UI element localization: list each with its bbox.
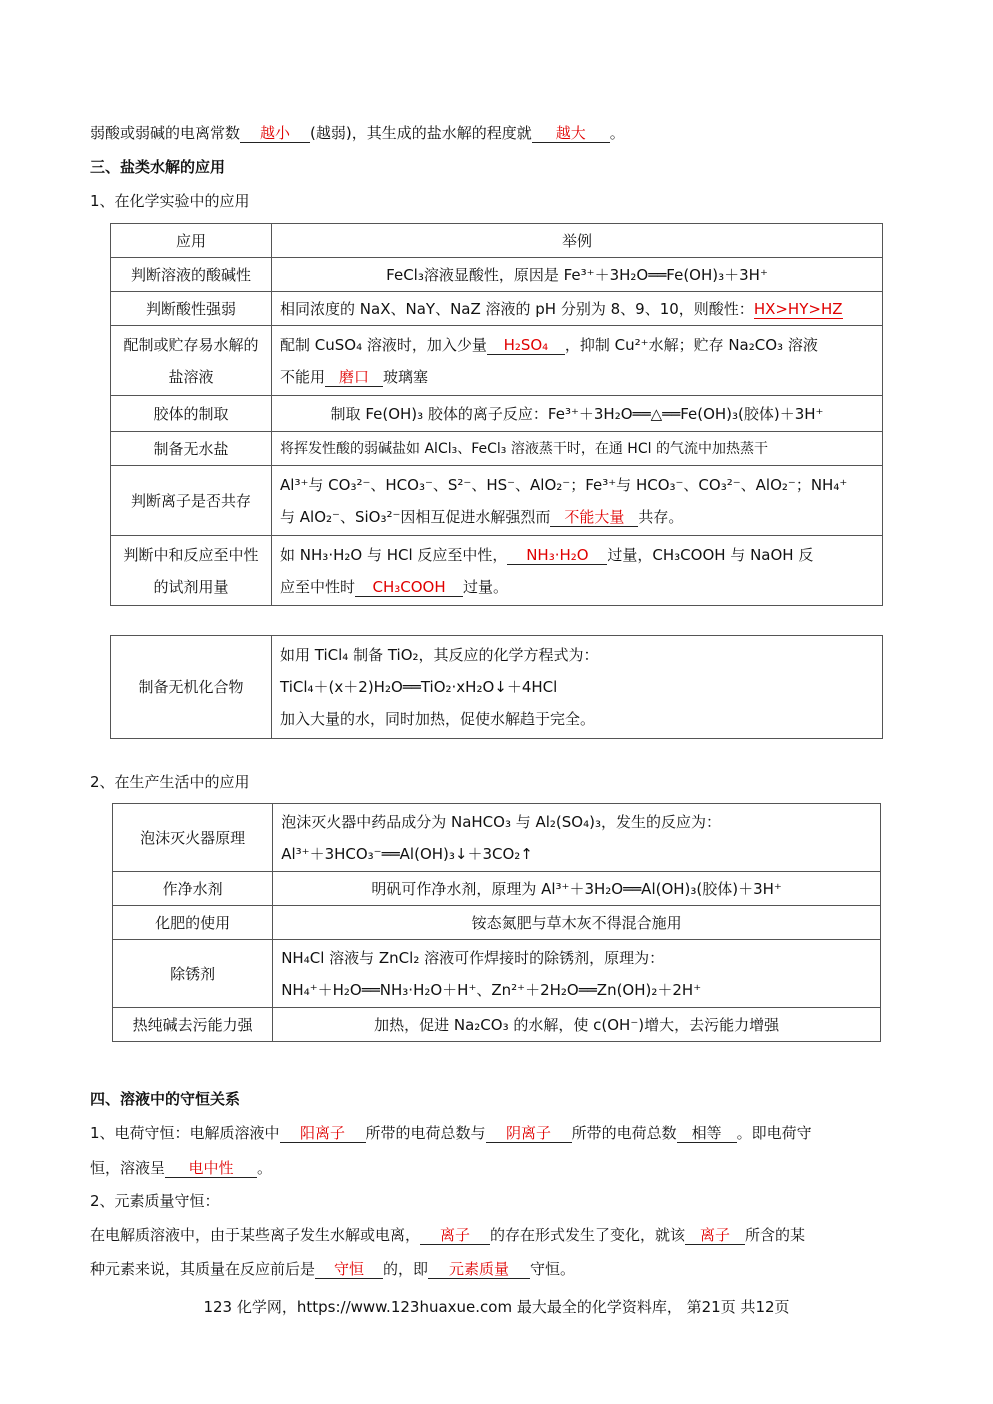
table-cell: 作净水剂 [113,872,273,906]
subsection-title: 2、在生产生活中的应用 [90,773,250,791]
text: Al³⁺与 CO₃²⁻、HCO₃⁻、S²⁻、HS⁻、AlO₂⁻；Fe³⁺与 HCO₃⁻、CO₃²⁻、AlO₂⁻；NH₄⁺ [280,475,848,494]
text: 玻璃塞 [383,367,429,386]
table-cell [272,466,883,536]
text: 种元素来说，其质量在反应前后是 [90,1260,316,1278]
text: 。即电荷守 [736,1124,812,1142]
answer-blank: 相等 [677,1124,737,1143]
text: 过量，CH₃COOH 与 NaOH 反 [607,545,814,564]
table-cell [273,804,881,872]
text: 所带的电荷总数 [571,1124,677,1142]
answer-blank: 阴离子 [486,1124,572,1143]
table-cell [272,326,883,396]
equation: Al³⁺＋3HCO₃⁻══Al(OH)₃↓＋3CO₂↑ [281,844,533,863]
text: 配制 CuSO₄ 溶液时，加入少量 [280,335,487,354]
table-cell [272,636,883,739]
table-cell: 加热，促进 Na₂CO₃ 的水解，使 c(OH⁻)增大，去污能力增强 [273,1008,881,1042]
text: 恒，溶液呈 [90,1159,166,1177]
table-cell: 配制或贮存易水解的盐溶液 [111,326,272,396]
text: 共存。 [638,507,684,526]
text: 应至中性时 [280,577,356,596]
text: 过量。 [463,577,509,596]
table-cell: 判断酸性强弱 [111,292,272,326]
answer-blank: 离子 [685,1226,745,1245]
text: NH₄Cl 溶液与 ZnCl₂ 溶液可作焊接时的除锈剂，原理为： [281,948,665,967]
text: 1、电荷守恒：电解质溶液中 [90,1124,280,1142]
answer: HX>HY>HZ [753,299,843,318]
section-title: 三、盐类水解的应用 [90,158,226,176]
section-title: 四、溶液中的守恒关系 [90,1090,241,1108]
answer-blank: 元素质量 [428,1260,530,1279]
answer-blank: 磨口 [325,368,383,387]
intro-line [90,122,625,143]
table-cell: 制备无水盐 [111,432,272,466]
text: 所含的某 [745,1226,806,1244]
paragraph-line [90,1122,812,1143]
page-footer: 123 化学网，https://www.123huaxue.com 最大最全的化学资料库， 第21页 共12页 [203,1298,790,1316]
table-cell: 判断离子是否共存 [111,466,272,536]
text: ，抑制 Cu²⁺水解；贮存 Na₂CO₃ 溶液 [564,335,818,354]
table-cell: 铵态氮肥与草木灰不得混合施用 [273,906,881,940]
table-cell: 判断中和反应至中性的试剂用量 [111,536,272,606]
text: 的，即 [383,1260,429,1278]
text: 。 [609,124,625,142]
text: 守恒。 [530,1260,576,1278]
text: 与 AlO₂⁻、SiO₃²⁻因相互促进水解强烈而 [280,507,551,526]
answer-blank: NH₃·H₂O [507,546,607,565]
text: 不能用 [280,367,326,386]
table-cell: 热纯碱去污能力强 [113,1008,273,1042]
answer-blank: 电中性 [165,1159,257,1178]
table-cell [273,940,881,1008]
equation: NH₄⁺＋H₂O══NH₃·H₂O＋H⁺、Zn²⁺＋2H₂O══Zn(OH)₂＋2H⁺ [281,980,702,999]
paragraph-line [90,1258,575,1279]
paragraph-line: 2、元素质量守恒： [90,1192,220,1210]
table-cell: 将挥发性酸的弱碱盐如 AlCl₃、FeCl₃ 溶液蒸干时，在通 HCl 的气流中加热蒸干 [272,432,883,466]
answer-blank: 越大 [532,124,610,143]
answer-blank: 越小 [240,124,310,143]
table-cell: 化肥的使用 [113,906,273,940]
text: 在电解质溶液中，由于某些离子发生水解或电离， [90,1226,421,1244]
text: 的存在形式发生了变化，就该 [490,1226,686,1244]
answer-blank: H₂SO₄ [487,336,565,355]
answer-blank: 阳离子 [280,1124,366,1143]
answer-blank: 离子 [420,1226,490,1245]
text: (越弱)，其生成的盐水解的程度就 [310,124,532,142]
table-cell: FeCl₃溶液显酸性，原因是 Fe³⁺＋3H₂O══Fe(OH)₃＋3H⁺ [272,258,883,292]
paragraph-line [90,1224,805,1245]
table-header: 举例 [272,224,883,258]
text: 弱酸或弱碱的电离常数 [90,124,241,142]
text: 如用 TiCl₄ 制备 TiO₂，其反应的化学方程式为： [280,646,599,664]
paragraph-line [90,1157,272,1178]
text: 所带的电荷总数与 [365,1124,486,1142]
table-cell: 胶体的制取 [111,396,272,432]
table-cell: 判断溶液的酸碱性 [111,258,272,292]
text: 相同浓度的 NaX、NaY、NaZ 溶液的 pH 分别为 8、9、10，则酸性： [280,299,754,318]
table-cell [272,292,883,326]
table-header: 应用 [111,224,272,258]
answer-blank: CH₃COOH [355,578,463,597]
table-cell [272,536,883,606]
answer-blank: 守恒 [315,1260,383,1279]
answer-blank: 不能大量 [550,508,638,527]
equation: TiCl₄＋(x＋2)H₂O══TiO₂·xH₂O↓＋4HCl [280,678,558,696]
text: 泡沫灭火器中药品成分为 NaHCO₃ 与 Al₂(SO₄)₃，发生的反应为： [281,812,721,831]
table-cell: 泡沫灭火器原理 [113,804,273,872]
table-cell: 明矾可作净水剂，原理为 Al³⁺＋3H₂O══Al(OH)₃(胶体)＋3H⁺ [273,872,881,906]
table-cell: 除锈剂 [113,940,273,1008]
table-cell: 制取 Fe(OH)₃ 胶体的离子反应：Fe³⁺＋3H₂O══△══Fe(OH)₃(胶体)＋3H⁺ [272,396,883,432]
subsection-title: 1、在化学实验中的应用 [90,192,250,210]
application-table [110,223,883,606]
text: 。 [257,1159,273,1177]
text: 加入大量的水，同时加热，促使水解趋于完全。 [280,710,596,728]
daily-life-table [112,803,881,1042]
text: 如 NH₃·H₂O 与 HCl 反应至中性， [280,545,508,564]
table-cell: 制备无机化合物 [111,636,272,739]
inorganic-table [110,635,883,739]
